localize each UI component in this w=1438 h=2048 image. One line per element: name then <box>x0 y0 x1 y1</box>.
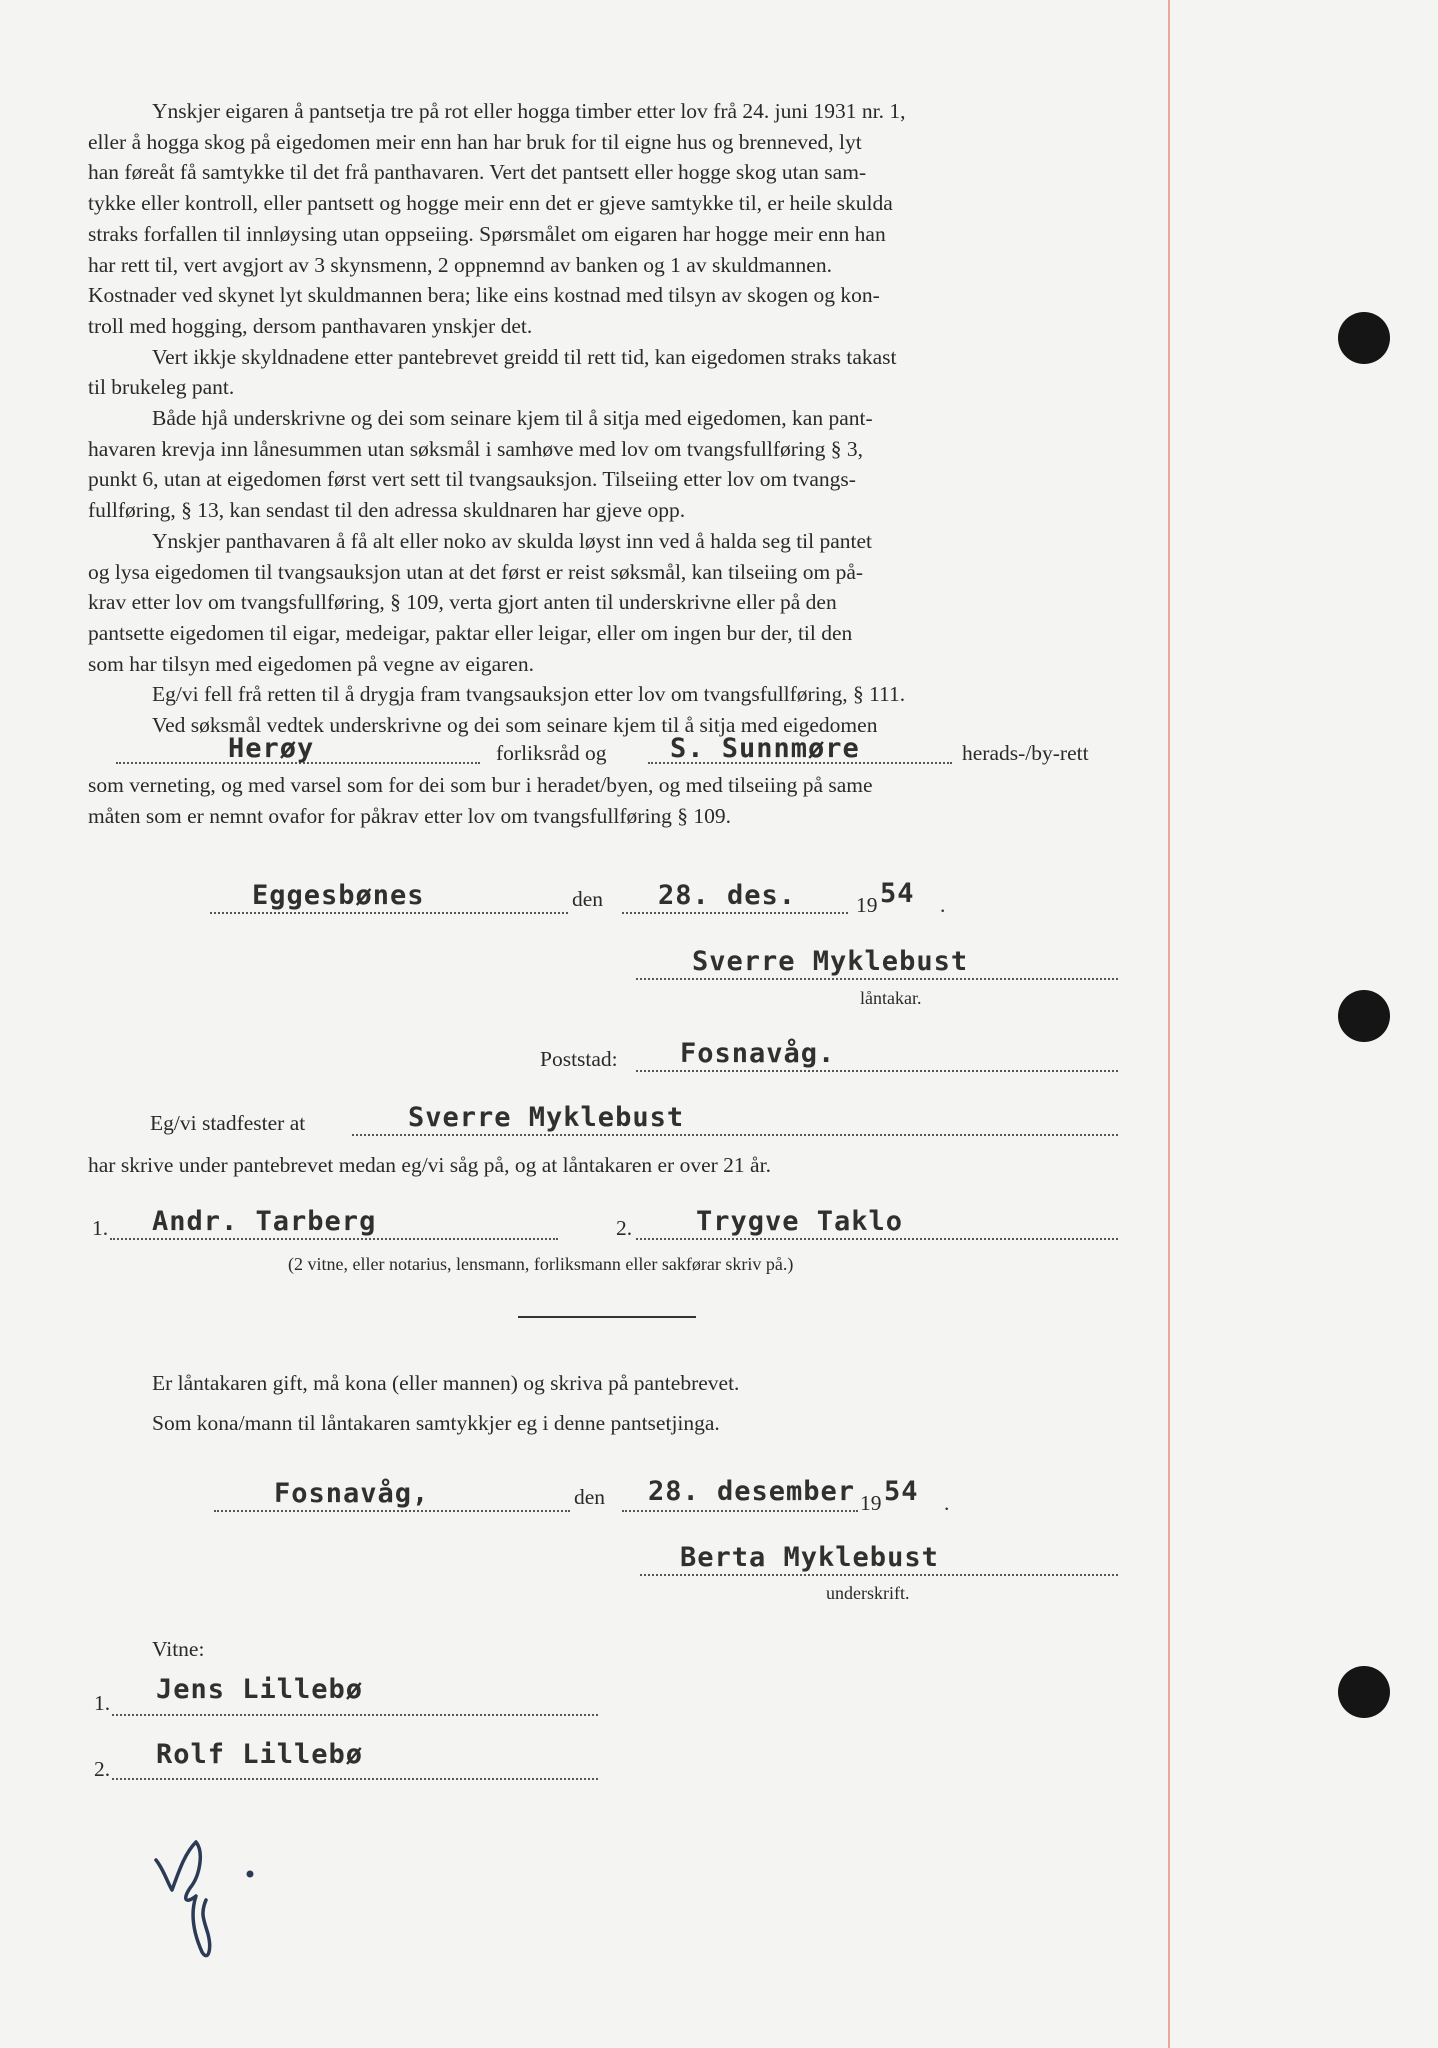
date1-end: . <box>940 893 946 917</box>
punch-hole <box>1338 990 1390 1042</box>
date1-day-month: 28. des. <box>658 880 797 911</box>
confirm-label: Eg/vi stadfester at <box>150 1111 306 1135</box>
text-line: Både hjå underskrivne og dei som seinare kjem til å sitja med eigedomen, kan pant- <box>152 406 873 431</box>
date1-place: Eggesbønes <box>252 880 425 911</box>
text-line: Ynskjer eigaren å pantsetja tre på rot eller hogga timber etter lov frå 24. juni 1931 nr. 1, <box>152 99 906 123</box>
spouse-name: Berta Myklebust <box>680 1542 939 1573</box>
spouse-sign-label: underskrift. <box>826 1583 910 1603</box>
date1-day-field <box>622 912 848 914</box>
vitne1-field <box>112 1714 598 1716</box>
witness1-field <box>110 1238 558 1240</box>
witness2-field <box>636 1238 1118 1240</box>
text-line: krav etter lov om tvangsfullføring, § 109, verta gjort anten til underskrivne eller på den <box>88 590 837 615</box>
date2-place-field <box>214 1510 570 1512</box>
margin-rule <box>1168 0 1170 2048</box>
text-line: Ved søksmål vedtek underskrivne og dei som seinare kjem til å sitja med eigedomen <box>152 713 878 738</box>
text-line: som verneting, og med varsel som for dei som bur i heradet/byen, og med tilseiing på same <box>88 773 873 797</box>
text-line: Ynskjer panthavaren å få alt eller noko av skulda løyst inn ved å halda seg til pantet <box>152 528 873 553</box>
text-line: han føreåt få samtykke til det frå panthavaren. Vert det pantsett eller hogge skog utan sam- <box>88 160 867 185</box>
poststad-field <box>636 1070 1118 1072</box>
witness2-name: Trygve Taklo <box>696 1206 904 1237</box>
vitne1-number: 1. <box>94 1691 111 1715</box>
date2-place: Fosnavåg, <box>274 1478 430 1509</box>
spouse-sign-field <box>640 1574 1118 1576</box>
spouse-text-1: Er låntakaren gift, må kona (eller mannen) og skriva på pantebrevet. <box>152 1371 740 1395</box>
confirm-name-field <box>352 1134 1118 1136</box>
witness2-number: 2. <box>616 1216 633 1240</box>
borrower-sign-field <box>636 978 1118 980</box>
witness1-number: 1. <box>92 1216 109 1240</box>
spouse-text-2: Som kona/mann til låntakaren samtykkjer eg i denne pantsetjinga. <box>152 1411 720 1435</box>
date1-year-prefix: 19 <box>856 893 878 917</box>
poststad-label: Poststad: <box>540 1047 618 1071</box>
forliksrad-value: Herøy <box>228 733 315 764</box>
date1-year-suffix: 54 <box>880 878 915 909</box>
terms-paragraphs <box>88 96 1118 741</box>
text-line: til brukeleg pant. <box>88 375 235 400</box>
text-line: havaren krevja inn lånesummen utan søksmål i samhøve med lov om tvangsfullføring § 3, <box>88 436 864 461</box>
rett-value: S. Sunnmøre <box>670 733 860 764</box>
date2-year-suffix: 54 <box>884 1476 919 1507</box>
borrower-label: låntakar. <box>860 988 922 1008</box>
text-line: Kostnader ved skynet lyt skuldmannen bera; like eins kostnad med tilsyn av skogen og kon- <box>88 283 880 308</box>
text-line: eller å hogga skog på eigedomen meir enn han har bruk for til eigne hus og brenneved, lyt <box>88 129 862 154</box>
date1-place-field <box>210 912 568 914</box>
text-line: og lysa eigedomen til tvangsauksjon utan at det først er reist søksmål, kan tilseiing om på- <box>88 559 864 584</box>
text-line: har rett til, vert avgjort av 3 skynsmenn, 2 oppnemnd av banken og 1 av skuldmannen. <box>88 252 832 277</box>
date2-day-field <box>622 1510 858 1512</box>
punch-hole <box>1338 1666 1390 1718</box>
section-divider <box>518 1316 696 1318</box>
text-line: straks forfallen til innløysing utan oppseiing. Spørsmålet om eigaren har hogge meir enn han <box>88 221 886 246</box>
borrower-name: Sverre Myklebust <box>692 946 969 977</box>
forliksrad-label: forliksråd og <box>496 741 607 765</box>
date2-end: . <box>944 1491 950 1515</box>
text-line: måten som er nemnt ovafor for påkrav etter lov om tvangsfullføring § 109. <box>88 803 732 828</box>
date1-den: den <box>572 887 604 911</box>
text-line: som har tilsyn med eigedomen på vegne av eigaren. <box>88 651 534 676</box>
vitne1-name: Jens Lillebø <box>156 1674 364 1705</box>
vitne2-field <box>112 1778 598 1780</box>
date2-day-month: 28. desember <box>648 1476 856 1507</box>
date2-year-prefix: 19 <box>860 1491 882 1515</box>
punch-hole <box>1338 312 1390 364</box>
vitne2-name: Rolf Lillebø <box>156 1739 364 1770</box>
text-line: Eg/vi fell frå retten til å drygja fram tvangsauksjon etter lov om tvangsfullføring, § 111. <box>152 682 906 707</box>
witness1-name: Andr. Tarberg <box>152 1206 377 1237</box>
rett-label: herads-/by-rett <box>962 741 1089 765</box>
witnesses-title: Vitne: <box>152 1637 205 1661</box>
date2-den: den <box>574 1485 606 1509</box>
text-line: punkt 6, utan at eigedomen først vert sett til tvangsauksjon. Tilseiing etter lov om tvangs- <box>88 467 856 492</box>
text-line: Vert ikkje skyldnadene etter pantebrevet greidd til rett tid, kan eigedomen straks takast <box>152 344 897 369</box>
text-line: fullføring, § 13, kan sendast til den adressa skuldnaren har gjeve opp. <box>88 498 686 523</box>
confirm-name: Sverre Myklebust <box>408 1102 685 1133</box>
text-line: troll med hogging, dersom panthavaren ynskjer det. <box>88 313 533 338</box>
venue-paragraph <box>88 770 1118 831</box>
handwritten-initials <box>150 1830 260 1970</box>
confirm-text: har skrive under pantebrevet medan eg/vi såg på, og at låntakaren er over 21 år. <box>88 1153 771 1177</box>
witness-note: (2 vitne, eller notarius, lensmann, forliksmann eller sakførar skriv på.) <box>288 1254 794 1274</box>
poststad-value: Fosnavåg. <box>680 1038 836 1069</box>
text-line: tykke eller kontroll, eller pantsett og hogge meir enn det er gjeve samtykke til, er heile skulda <box>88 191 893 216</box>
vitne2-number: 2. <box>94 1757 111 1781</box>
text-line: pantsette eigedomen til eigar, medeigar, paktar eller leigar, eller om ingen bur der, til den <box>88 620 853 645</box>
